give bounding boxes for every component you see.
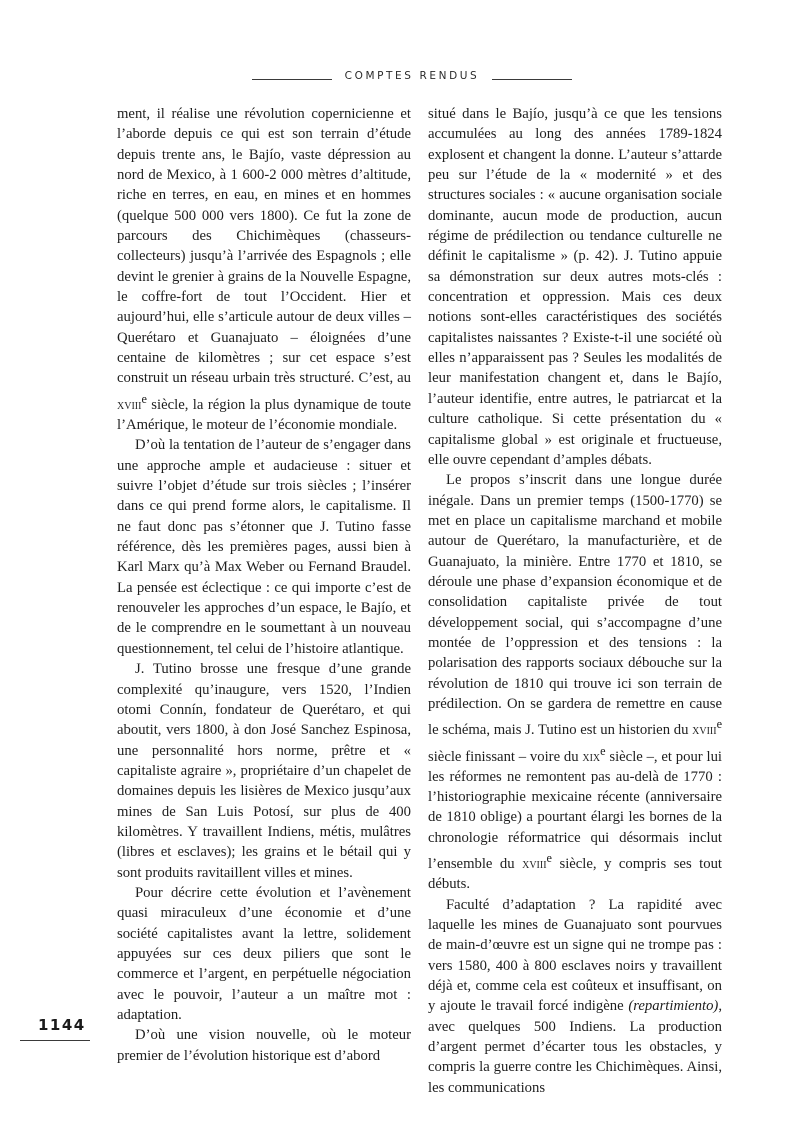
paragraph: ment, il réalise une révolution copernicienne et l’aborde depuis ce qui est son terrain d’étude depuis trente ans, le Bajío, vaste dépression au nord de Mexico, à 1 600-2 000 mètres d’altitude, riche en terres, en eau, en mines et en hommes (quelque 500 000 vers 1800). Ce fut la zone de parcours des Chichimèques (chasseurs-collecteurs) jusqu’à l’arrivée des Espagnols ; elle devint le grenier à grains de la Nouvelle Espagne, le coffre-fort de tout l’Occident. Hier et aujourd’hui, elle s’articule autour de deux villes – Querétaro et Guanajuato – éloignées d’une centaine de kilomètres ; sur cet espace s’est construit un réseau urbain très structuré. C’est, au xviii$^e$ siècle, la région la plus dynamique de toute l’Amérique, le moteur de l’économie mondiale. [117,106,411,434]
page-number-rule [20,1040,90,1041]
century-numeral: xviii [522,856,547,873]
italic-term: (repartimiento) [628,998,719,1015]
running-header [252,70,572,90]
header-title: COMPTES RENDUS [344,70,480,82]
header-rule-right [492,79,572,80]
century-numeral: xix [582,748,601,765]
paragraph: Pour décrire cette évolution et l’avènement quasi miraculeux d’une économie et d’une société capitalistes avant la lettre, solidement appuyées sur ces deux piliers que sont le commerce et l’argent, en perpétuelle négociation avec le pouvoir, l’auteur a un maître mot : adaptation. [117,884,411,1024]
paragraph: Le propos s’inscrit dans une longue durée inégale. Dans un premier temps (1500-1770) se met en place un capitalisme marchand et mobile autour de Querétaro, la manufacturière, et de Guanajuato, la minière. Entre 1770 et 1810, se déroule une phase d’expansion économique et de consolidation capitaliste privée de tout développement social, qui s’accompagne d’une montée de l’oppression et des tensions : la polarisation des rapports sociaux débouche sur la révolution de 1810 qui trouve ici son terrain de prédilection. On se gardera de remettre en cause le schéma, mais J. Tutino est un historien du xviii$^e$ siècle finissant – voire du xix$^e$ siècle –, et pour lui les réformes ne remontent pas au-delà de 1770 : l’historiographie mexicaine récente (anniversaire de 1810 oblige) a pourtant élargi les bornes de la chronologie réformatrice qui désormais inclut l’ensemble du xviii$^e$ siècle, y compris ses tout débuts. [428,472,722,893]
page-number: 1144 [38,1016,86,1034]
header-rule-left [252,79,332,80]
century-numeral: xviii [692,722,717,739]
paragraph: situé dans le Bajío, jusqu’à ce que les tensions accumulées au long des années 1789-1824 explosent et changent la donne. L’auteur s’attarde peu sur l’étude de la « modernité » et des structures sociales : « aucune organisation sociale dominante, aucun mode de production, aucun régime de prédilection ou tendance culturelle ne définit le capitalisme » (p. 42). J. Tutino appuie sa démonstration sur deux autres mots-clés : concentration et oppression. Mais ces deux notions sont-elles caractéristiques des sociétés capitalistes naissantes ? Existe-t-il une société où elles n’apparaissent pas ? Seules les modalités de leur manifestation changent et, dans le Bajío, l’auteur identifie, entre autres, le patriarcat et la culture catholique. Si cette présentation du « capitalisme global » est originale et fructueuse, elle ouvre cependant d’amples débats. [428,106,722,468]
paragraph: Faculté d’adaptation ? La rapidité avec laquelle les mines de Guanajuato sont pourvues de main-d’œuvre est un signe qui ne trompe pas : vers 1580, 400 à 800 esclaves noirs y travaillent déjà et, comme cela est coûteux et insuffisant, on y ajoute le travail forcé indigène (repartimiento), avec quelques 500 Indiens. La production d’argent permet d’écarter tous les obstacles, y compris la guerre contre les Chichimèques. Ainsi, les communications [428,896,722,1096]
right-column [428,104,722,1098]
left-column [117,104,411,1066]
paragraph: D’où la tentation de l’auteur de s’engager dans une approche ample et audacieuse : situer et suivre l’objet d’étude sur trois siècles ; l’insérer dans ce qui prend forme alors, le capitalisme. Il ne faut donc pas s’étonner que J. Tutino fasse référence, dès les premières pages, aussi bien à Karl Marx qu’à Max Weber ou Fernand Braudel. La pensée est éclectique : ce qui importe c’est de renouveler les approches d’un espace, le Bajío, et de le comprendre en le soumettant à un nouveau questionnement, tel celui de l’histoire atlantique. [117,437,411,657]
paragraph: D’où une vision nouvelle, où le moteur premier de l’évolution historique est d’abord [117,1027,411,1064]
century-numeral: xviii [117,396,142,413]
paragraph: J. Tutino brosse une fresque d’une grande complexité qu’inaugure, vers 1520, l’Indien otomi Connín, fondateur de Querétaro, et qui aboutit, vers 1800, à don José Sanchez Espinosa, une personnalité hors norme, prêtre et « capitaliste agraire », propriétaire d’un chapelet de domaines depuis les lisières de Mexico jusqu’aux mines de San Luis Potosí, sur plus de 400 kilomètres. Y travaillent Indiens, métis, mulâtres (libres et esclaves); les grains et le bétail qui y sont produits ravitaillent villes et mines. [117,661,411,881]
